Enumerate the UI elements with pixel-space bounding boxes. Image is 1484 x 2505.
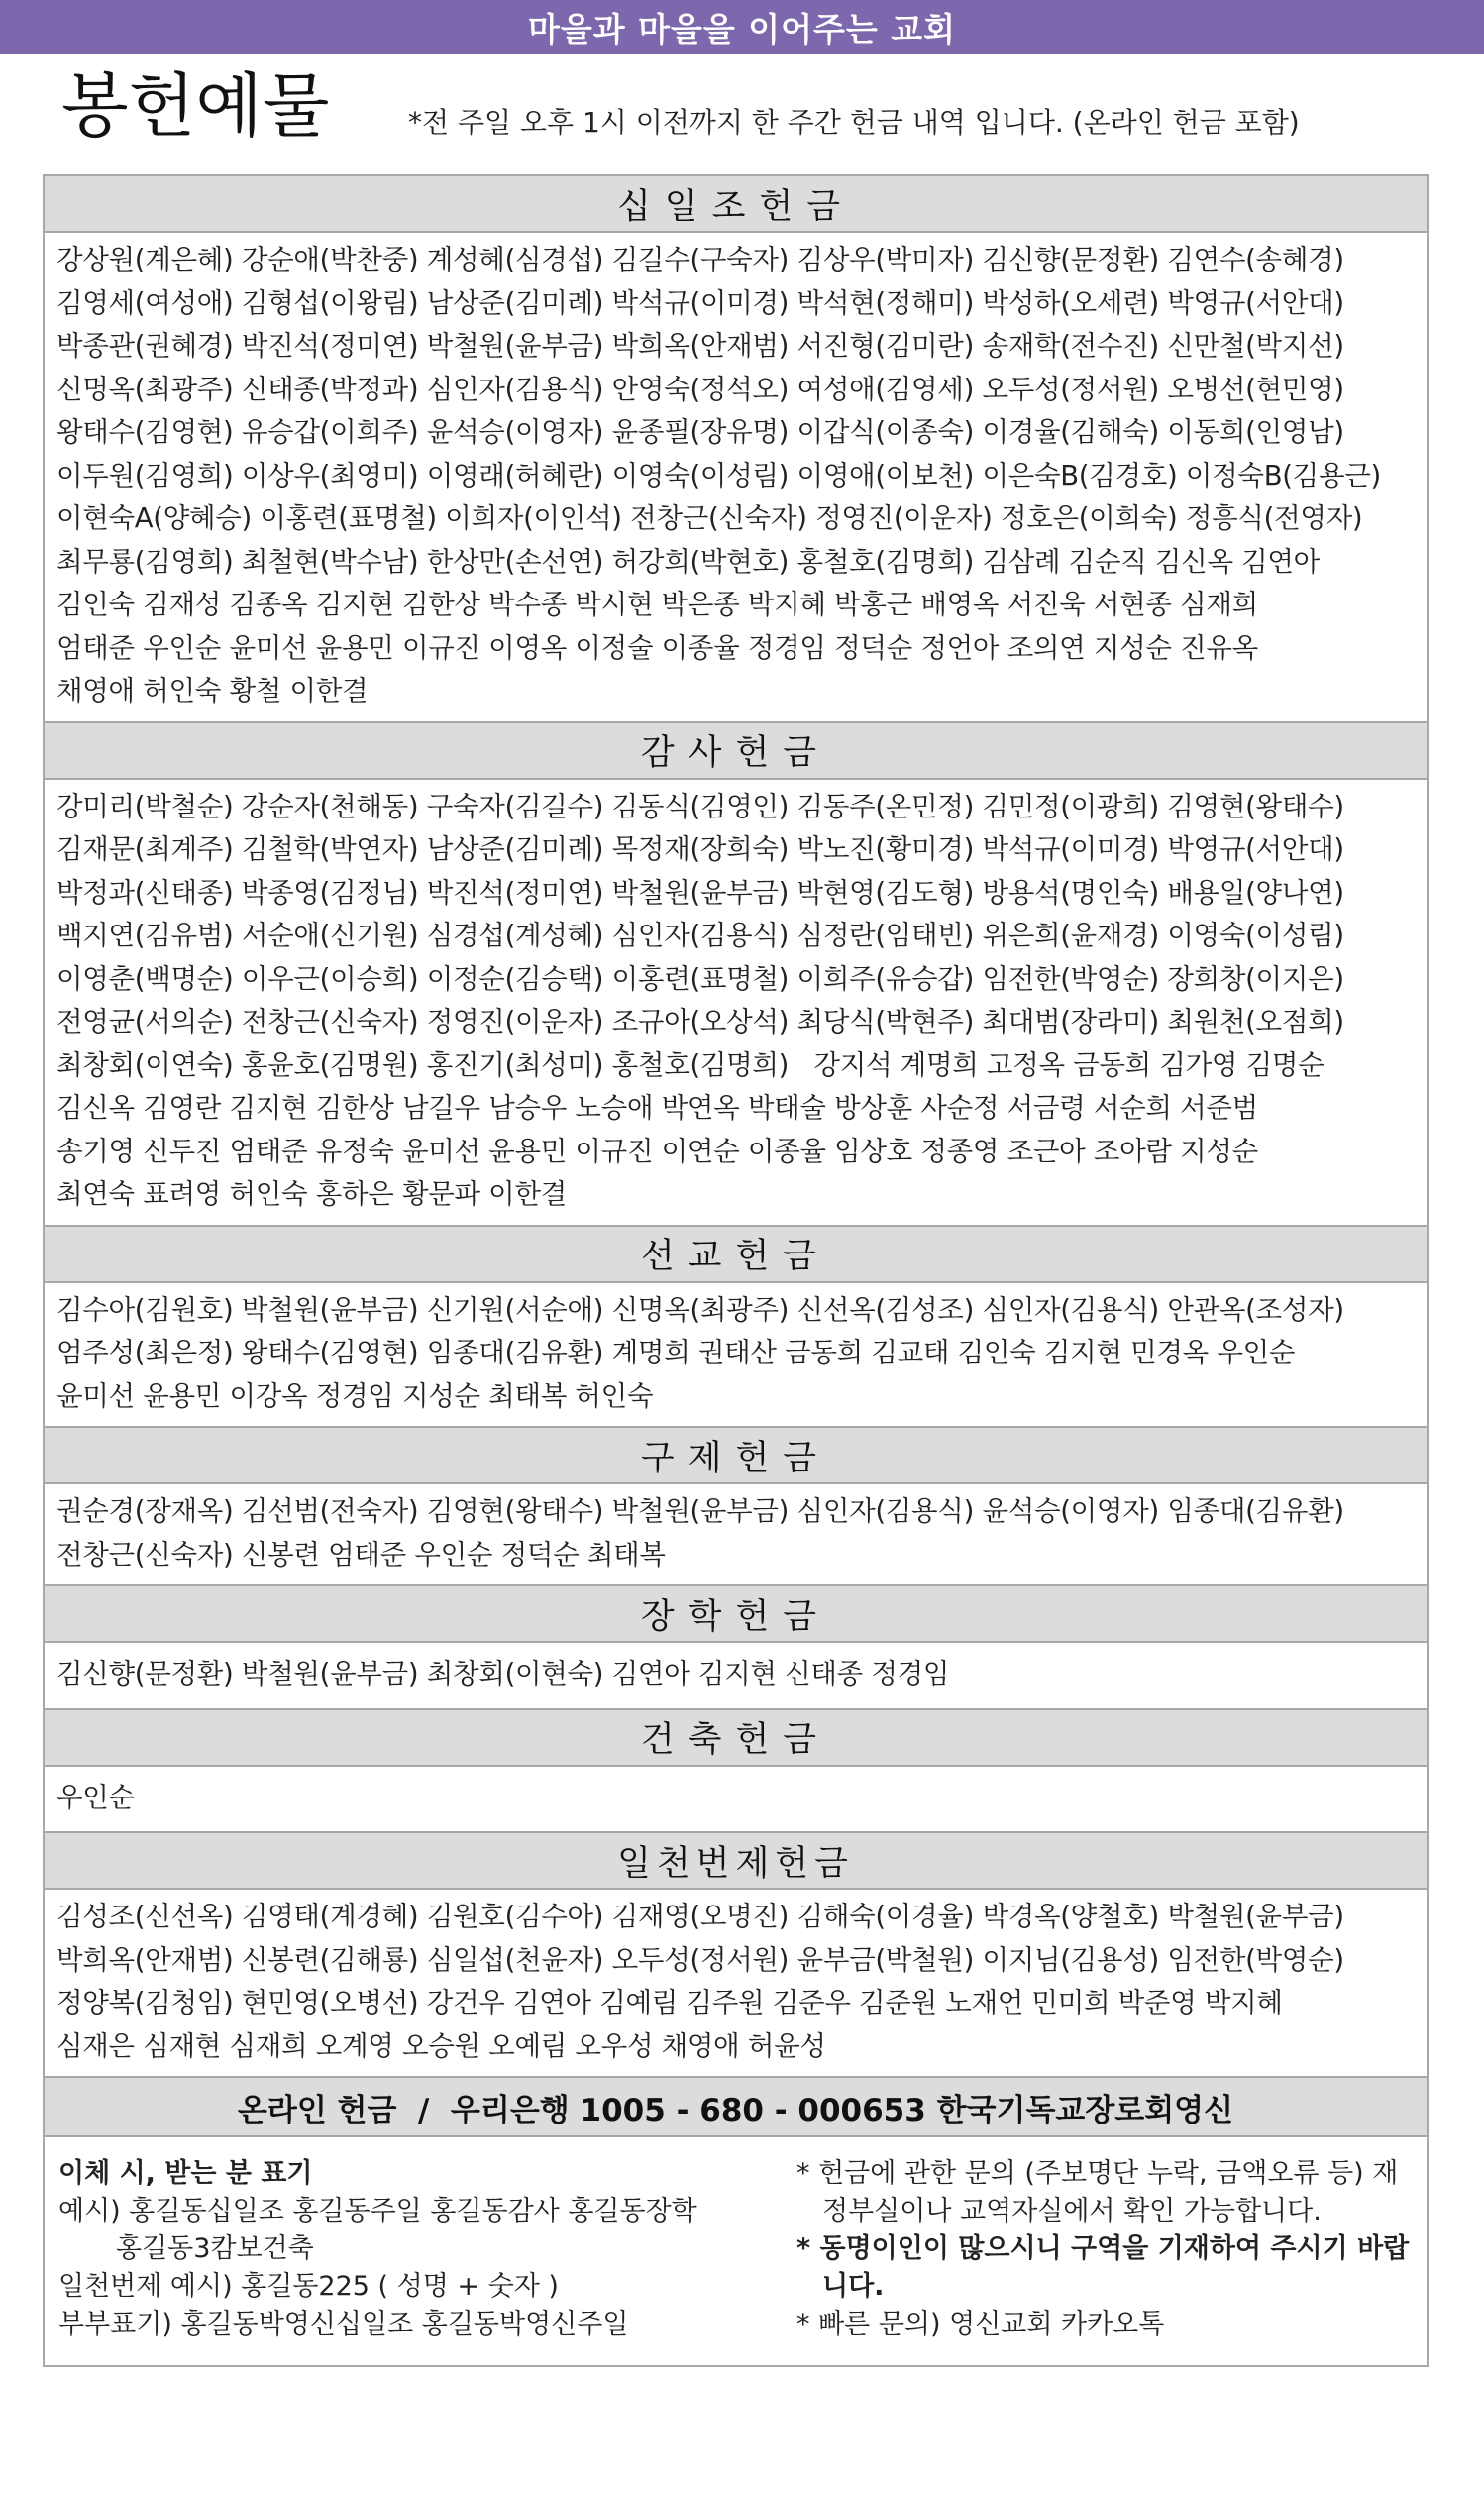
section-header-tithe: 십일조헌금	[45, 176, 1427, 233]
section-body-relief	[45, 1484, 1427, 1586]
church-banner: 마을과 마을을 이어주는 교회	[0, 0, 1484, 54]
name-line: 박희옥(안재범) 신봉련(김해룡) 심일섭(천윤자) 오두성(정서원) 윤부금(박철원) 이지님(김용성) 임전한(박영순)	[56, 1943, 1344, 1976]
inquiry-notes	[796, 2155, 1413, 2343]
name-line: 박종관(권혜경) 박진석(정미연) 박철원(윤부금) 박희옥(안재범) 서진형(김미란) 송재학(전수진) 신만철(박지선)	[56, 330, 1344, 362]
inquiry-note: * 헌금에 관한 문의 (주보명단 누락, 금액오류 등) 재정부실이나 교역자실에서 확인 가능합니다.	[796, 2158, 1399, 2227]
name-line: 우인순	[56, 1781, 135, 1813]
section-header-relief: 구제헌금	[45, 1428, 1427, 1484]
name-line: 신명옥(최광주) 신태종(박정과) 심인자(김용식) 안영숙(정석오) 여성애(김영세) 오두성(정서원) 오병선(현민영)	[56, 373, 1344, 405]
name-line: 채영애 허인숙 황철 이한결	[56, 675, 369, 707]
guide-example-thousand: 일천번제 예시) 홍길동225 ( 성명 + 숫자 )	[58, 2271, 559, 2302]
name-line: 최연숙 표려영 허인숙 홍하은 황문파 이한결	[56, 1178, 567, 1210]
page-title: 봉헌예물	[61, 65, 330, 147]
section-body-building	[45, 1767, 1427, 1834]
name-line: 백지연(김유범) 서순애(신기원) 심경섭(계성혜) 심인자(김용식) 심정란(임태빈) 위은희(윤재경) 이영숙(이성림)	[56, 920, 1344, 951]
name-line: 최창회(이연숙) 홍윤호(김명원) 홍진기(최성미) 홍철호(김명희) 강지석 계명희 고정옥 금동희 김가영 김명순	[56, 1048, 1325, 1081]
section-body-tithe	[45, 233, 1427, 723]
section-body-scholarship	[45, 1643, 1427, 1710]
name-line: 엄태준 우인순 윤미선 윤용민 이규진 이영옥 이정술 이종율 정경임 정덕순 정언아 조의연 지성순 진유옥	[56, 631, 1258, 664]
transfer-naming-guide	[58, 2155, 796, 2343]
transfer-notes	[45, 2137, 1427, 2365]
name-line: 권순경(장재옥) 김선범(전숙자) 김영현(왕태수) 박철원(윤부금) 심인자(김용식) 윤석승(이영자) 임종대(김유환)	[56, 1495, 1344, 1527]
name-line: 강미리(박철순) 강순자(천해동) 구숙자(김길수) 김동식(김영인) 김동주(온민정) 김민정(이광희) 김영현(왕태수)	[56, 790, 1344, 822]
section-header-thousand-offering: 일천번제헌금	[45, 1833, 1427, 1890]
name-line: 심재은 심재현 심재희 오계영 오승원 오예림 오우성 채영애 허윤성	[56, 2029, 826, 2062]
offering-table	[43, 174, 1429, 2367]
section-header-building: 건축헌금	[45, 1710, 1427, 1767]
section-body-thousand-offering	[45, 1890, 1427, 2078]
name-line: 김재문(최계주) 김철학(박연자) 남상준(김미례) 목정재(장희숙) 박노진(황미경) 박석규(이미경) 박영규(서안대)	[56, 833, 1344, 865]
same-name-note: * 동명이인이 많으시니 구역을 기재하여 주시기 바랍니다.	[796, 2233, 1410, 2302]
section-body-thanks	[45, 780, 1427, 1227]
name-line: 김신향(문정환) 박철원(윤부금) 최창회(이현숙) 김연아 김지현 신태종 정경임	[56, 1658, 950, 1689]
name-line: 박정과(신태종) 박종영(김정님) 박진석(정미연) 박철원(윤부금) 박현영(김도형) 방용석(명인숙) 배용일(양나연)	[56, 876, 1344, 909]
guide-example-couple: 부부표기) 홍길동박영신십일조 홍길동박영신주일	[58, 2309, 629, 2340]
name-line: 왕태수(김영현) 유승갑(이희주) 윤석승(이영자) 윤종필(장유명) 이갑식(이종숙) 이경율(김해숙) 이동희(인영남)	[56, 416, 1344, 448]
page-subtitle: *전 주일 오후 1시 이전까지 한 주간 헌금 내역 입니다. (온라인 헌금 포함)	[408, 106, 1300, 139]
online-offering-account: 온라인 헌금 / 우리은행 1005 - 680 - 000653 한국기독교장로회영신	[45, 2078, 1427, 2137]
name-line: 이두원(김영희) 이상우(최영미) 이영래(허혜란) 이영숙(이성림) 이영애(이보천) 이은숙B(김경호) 이정숙B(김용근)	[56, 459, 1381, 491]
name-line: 송기영 신두진 엄태준 유정숙 윤미선 윤용민 이규진 이연순 이종율 임상호 정종영 조근아 조아람 지성순	[56, 1135, 1258, 1167]
name-line: 강상원(계은혜) 강순애(박찬중) 계성혜(심경섭) 김길수(구숙자) 김상우(박미자) 김신향(문정환) 김연수(송혜경)	[56, 244, 1344, 275]
section-header-thanks: 감사헌금	[45, 723, 1427, 780]
name-line: 김수아(김원호) 박철원(윤부금) 신기원(서순애) 신명옥(최광주) 신선옥(김성조) 심인자(김용식) 안관옥(조성자)	[56, 1293, 1344, 1326]
name-line: 전창근(신숙자) 신봉련 엄태준 우인순 정덕순 최태복	[56, 1538, 666, 1571]
name-line: 정양복(김청임) 현민영(오병선) 강건우 김연아 김예림 김주원 김준우 김준원 노재언 민미희 박준영 박지혜	[56, 1987, 1283, 2018]
name-line: 엄주성(최은정) 왕태수(김영현) 임종대(김유환) 계명희 권태산 금동희 김교태 김인숙 김지현 민경옥 우인순	[56, 1337, 1296, 1368]
name-line: 최무룡(김영희) 최철현(박수남) 한상만(손선연) 허강희(박현호) 홍철호(김명희) 김삼례 김순직 김신옥 김연아	[56, 545, 1320, 578]
guide-heading: 이체 시, 받는 분 표기	[58, 2158, 313, 2189]
name-line: 김신옥 김영란 김지현 김한상 남길우 남승우 노승애 박연옥 박태술 방상훈 사순정 서금령 서순희 서준범	[56, 1092, 1258, 1124]
name-line: 이현숙A(양혜승) 이홍련(표명철) 이희자(이인석) 전창근(신숙자) 정영진(이운자) 정호은(이희숙) 정흥식(전영자)	[56, 502, 1363, 534]
name-line: 이영춘(백명순) 이우근(이승희) 이정순(김승택) 이홍련(표명철) 이희주(유승갑) 임전한(박영순) 장희창(이지은)	[56, 962, 1344, 995]
name-line: 김영세(여성애) 김형섭(이왕림) 남상준(김미례) 박석규(이미경) 박석현(정해미) 박성하(오세련) 박영규(서안대)	[56, 286, 1344, 319]
name-line: 윤미선 윤용민 이강옥 정경임 지성순 최태복 허인숙	[56, 1379, 654, 1412]
guide-example: 예시) 홍길동십일조 홍길동주일 홍길동감사 홍길동장학	[58, 2196, 697, 2227]
guide-example-continued: 홍길동3캄보건축	[116, 2233, 314, 2264]
section-body-mission	[45, 1283, 1427, 1429]
name-line: 김인숙 김재성 김종옥 김지현 김한상 박수종 박시현 박은종 박지혜 박홍근 배영옥 서진욱 서현종 심재희	[56, 589, 1258, 620]
name-line: 김성조(신선옥) 김영태(계경혜) 김원호(김수아) 김재영(오명진) 김해숙(이경율) 박경옥(양철호) 박철원(윤부금)	[56, 1901, 1344, 1932]
section-header-mission: 선교헌금	[45, 1227, 1427, 1283]
section-header-scholarship: 장학헌금	[45, 1586, 1427, 1643]
name-line: 전영균(서의순) 전창근(신숙자) 정영진(이운자) 조규아(오상석) 최당식(박현주) 최대범(장라미) 최원천(오점희)	[56, 1006, 1344, 1037]
kakaotalk-note: * 빠른 문의) 영신교회 카카오톡	[796, 2309, 1165, 2340]
